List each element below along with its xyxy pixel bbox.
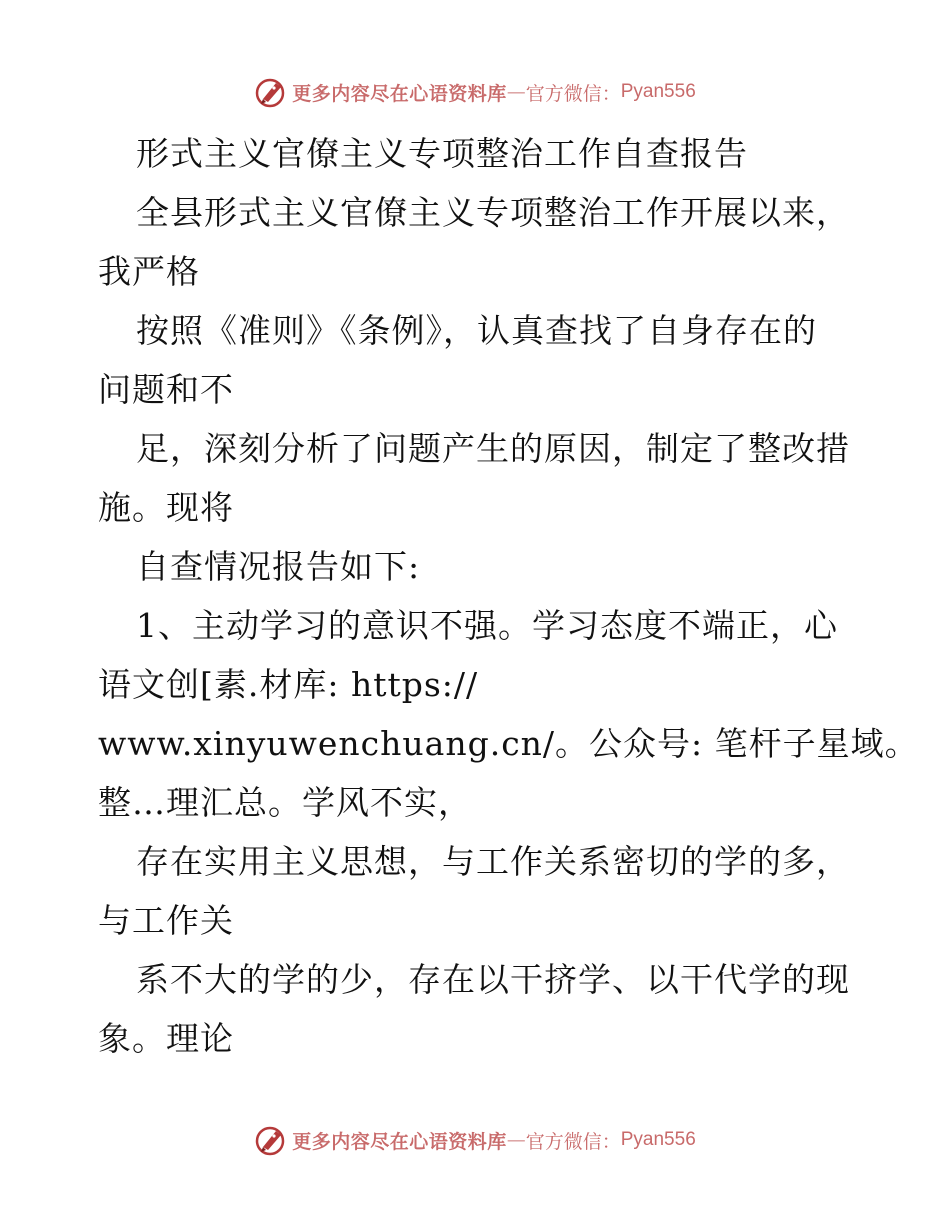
paragraph-line: 整…理汇总。学风不实，	[98, 783, 472, 822]
paragraph-line: 问题和不	[98, 370, 234, 409]
paragraph-line: 存在实用主义思想，与工作关系密切的学的多，	[136, 842, 850, 881]
paragraph-line: 与工作关	[98, 901, 234, 940]
banner-wechat-id: Pyan556	[620, 81, 696, 102]
paragraph-line: 按照《准则》《条例》，认真查找了自身存在的	[136, 311, 817, 350]
banner-wechat-label: 官方微信：	[525, 1130, 621, 1153]
banner-wechat-id: Pyan556	[620, 1129, 696, 1150]
paragraph-line: 我严格	[98, 252, 200, 291]
paragraph-line: 语文创[素.材库: https://	[98, 665, 479, 704]
banner-separator: —	[506, 1129, 526, 1151]
document-title: 形式主义官僚主义专项整治工作自查报告	[136, 134, 748, 173]
paragraph-line: 施。现将	[98, 488, 234, 527]
paragraph-line: 足，深刻分析了问题产生的原因，制定了整改措	[136, 429, 850, 468]
banner-wechat-label: 官方微信：	[525, 82, 621, 105]
paragraph-line: 自查情况报告如下:	[136, 547, 421, 586]
pen-logo-icon	[254, 1123, 288, 1157]
footer-banner	[0, 1120, 950, 1160]
paragraph-line: 象。理论	[98, 1019, 234, 1058]
paragraph-line: 全县形式主义官僚主义专项整治工作开展以来，	[136, 193, 850, 232]
header-banner	[0, 72, 950, 112]
paragraph-line: 1、主动学习的意识不强。学习态度不端正，心	[136, 606, 838, 645]
banner-slogan: 更多内容尽在心语资料库	[292, 1130, 507, 1153]
banner-slogan: 更多内容尽在心语资料库	[292, 82, 507, 105]
pen-logo-icon	[254, 75, 288, 109]
document-body	[98, 124, 919, 1068]
paragraph-line: www.xinyuwenchuang.cn/。公众号: 笔杆子星域。	[98, 724, 919, 763]
banner-separator: —	[506, 81, 526, 103]
paragraph-line: 系不大的学的少，存在以干挤学、以干代学的现	[136, 960, 850, 999]
